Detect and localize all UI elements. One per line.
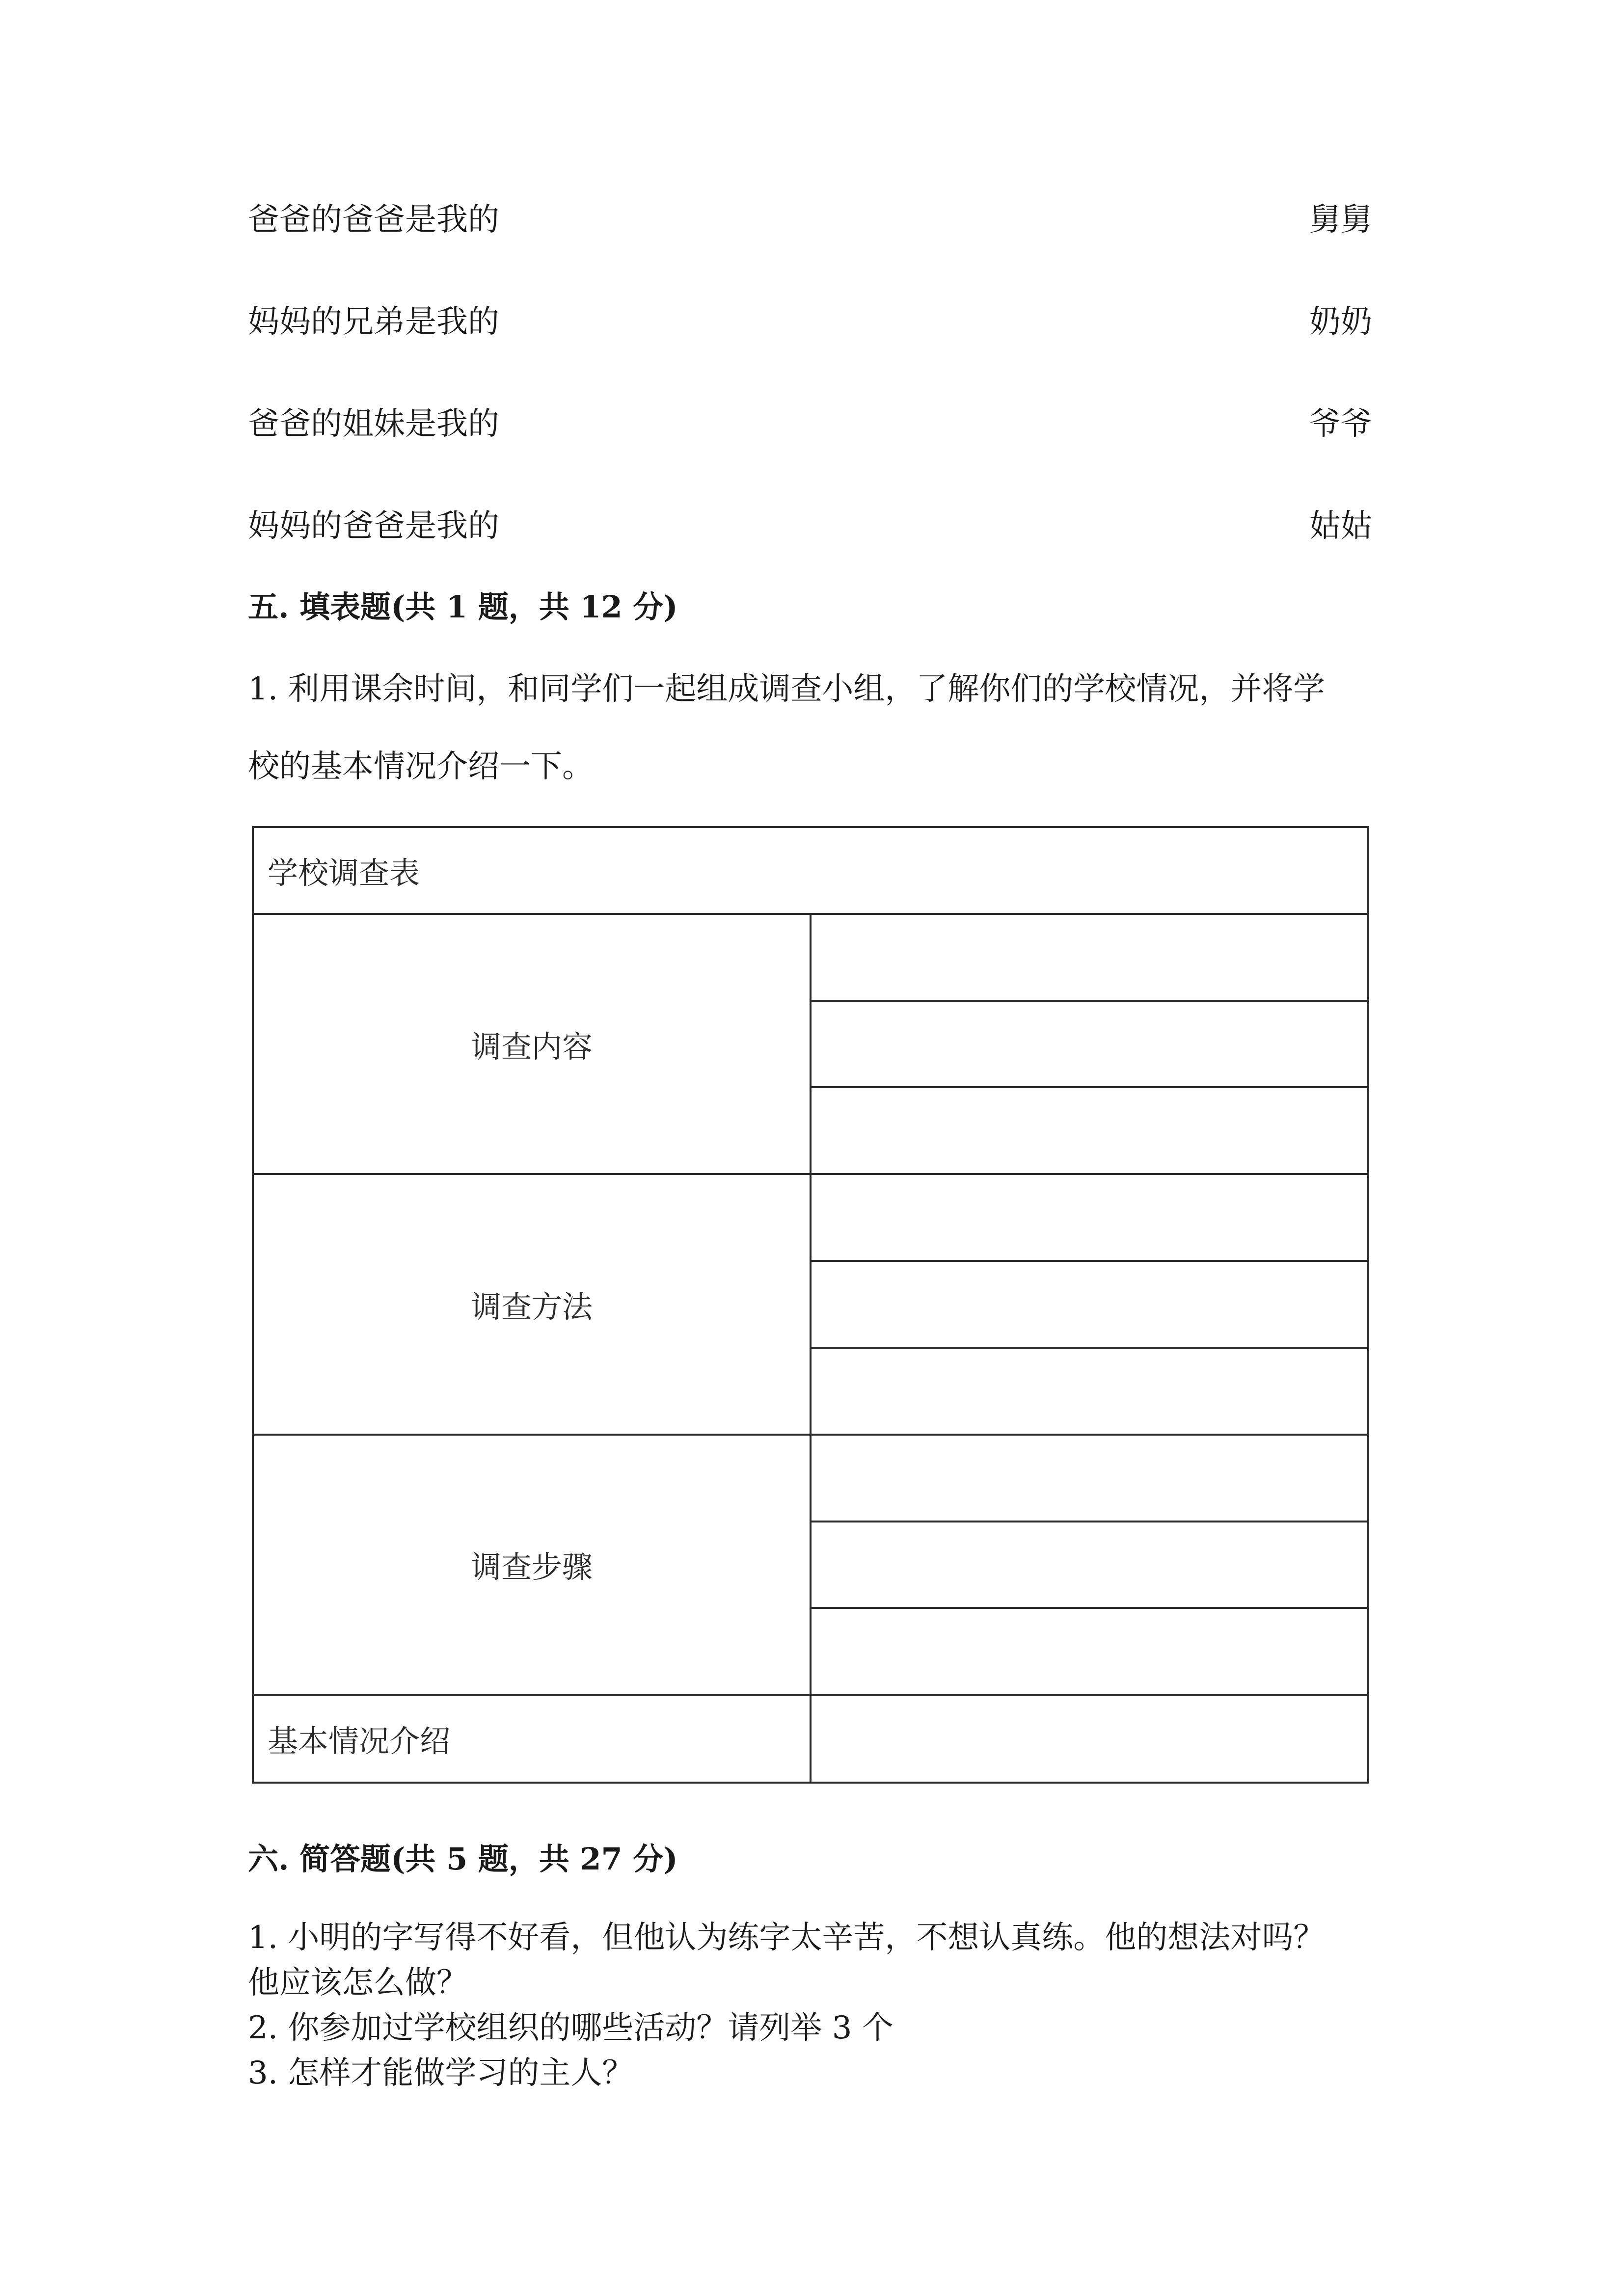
section-5-question-line-1: 1. 利用课余时间，和同学们一起组成调查小组，了解你们的学校情况，并将学: [248, 671, 1325, 707]
survey-blank-cell: [811, 1087, 1368, 1174]
survey-blank-cell: [811, 1435, 1368, 1522]
survey-label-content: 调查内容: [253, 914, 811, 1174]
survey-blank-cell: [811, 1695, 1368, 1783]
survey-blank-cell: [811, 1348, 1368, 1435]
section-6-question-2: 2. 你参加过学校组织的哪些活动？请列举 3 个: [248, 2010, 893, 2046]
survey-blank-cell: [811, 1522, 1368, 1608]
matching-row: [248, 193, 1372, 247]
matching-left-text: 爸爸的姐妹是我的: [248, 406, 499, 442]
survey-blank-cell: [811, 1261, 1368, 1348]
matching-left-text: 妈妈的兄弟是我的: [248, 304, 499, 340]
matching-right-text: 爷爷: [1309, 406, 1372, 442]
survey-label-steps: 调查步骤: [253, 1435, 811, 1695]
matching-row: [248, 499, 1372, 553]
section-6-question-1-line-1: 1. 小明的字写得不好看，但他认为练字太辛苦，不想认真练。他的想法对吗？: [248, 1920, 1325, 1956]
section-5-title: 五. 填表题(共 1 题，共 12 分): [248, 589, 678, 625]
section-6-question-3: 3. 怎样才能做学习的主人？: [248, 2055, 634, 2091]
matching-left-text: 爸爸的爸爸是我的: [248, 202, 499, 238]
section-5-question-line-2: 校的基本情况介绍一下。: [248, 748, 594, 785]
matching-row: [248, 295, 1372, 349]
survey-blank-cell: [811, 1174, 1368, 1261]
section-6-title: 六. 简答题(共 5 题，共 27 分): [248, 1841, 678, 1877]
survey-blank-cell: [811, 1001, 1368, 1088]
survey-blank-cell: [811, 1608, 1368, 1695]
section-6-question-1-line-2: 他应该怎么做？: [248, 1965, 468, 2001]
school-survey-table: [252, 826, 1369, 1784]
survey-table-title: 学校调查表: [253, 827, 1368, 914]
matching-right-text: 奶奶: [1309, 304, 1372, 340]
matching-right-text: 姑姑: [1309, 508, 1372, 544]
matching-row: [248, 397, 1372, 451]
survey-label-method: 调查方法: [253, 1174, 811, 1434]
matching-right-text: 舅舅: [1309, 202, 1372, 238]
survey-label-intro: 基本情况介绍: [253, 1695, 811, 1783]
matching-left-text: 妈妈的爸爸是我的: [248, 508, 499, 544]
survey-blank-cell: [811, 914, 1368, 1001]
